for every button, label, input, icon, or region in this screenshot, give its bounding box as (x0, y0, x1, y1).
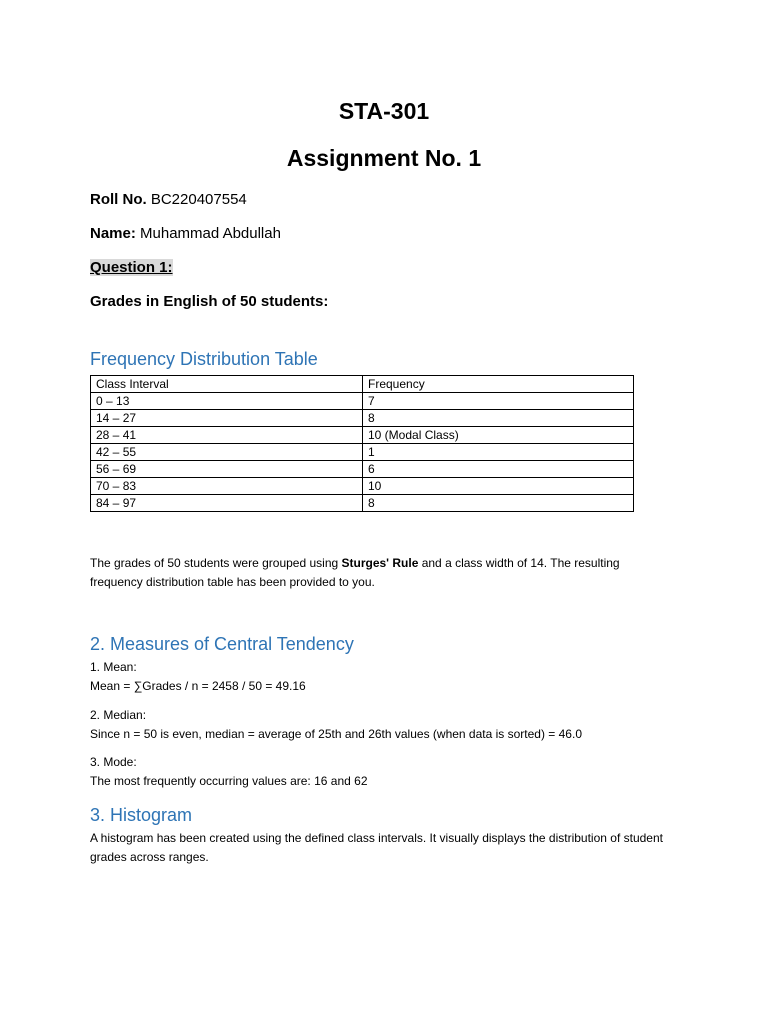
roll-number-value: BC220407554 (150, 191, 247, 208)
table-row (91, 461, 634, 478)
sturges-paragraph (90, 554, 670, 592)
table-cell: 70 – 83 (91, 478, 363, 495)
table-row (91, 478, 634, 495)
student-name-line (90, 224, 281, 244)
mode-equation: The most frequently occurring values are: 16 and 62 (90, 774, 368, 788)
table-cell: 56 – 69 (91, 461, 363, 478)
table-header-cell: Class Interval (91, 376, 363, 393)
table-row (91, 495, 634, 512)
table-cell: 1 (363, 444, 634, 461)
table-cell: 42 – 55 (91, 444, 363, 461)
table-cell: 6 (363, 461, 634, 478)
mode-label: 3. Mode: (90, 755, 137, 769)
sturges-rule-bold: Sturges' Rule (341, 556, 419, 570)
mean-equation: Mean = ∑Grades / n = 2458 / 50 = 49.16 (90, 679, 306, 693)
course-code-title: STA-301 (338, 98, 430, 124)
histogram-paragraph: A histogram has been created using the defined class intervals. It visually displays the distribution of student grades across ranges. (90, 831, 663, 864)
table-cell: 10 (363, 478, 634, 495)
student-name-value: Muhammad Abdullah (140, 225, 281, 242)
assignment-title: Assignment No. 1 (286, 145, 482, 171)
mean-label: 1. Mean: (90, 660, 137, 674)
table-row (91, 427, 634, 444)
histogram-heading: 3. Histogram (90, 805, 193, 825)
table-cell: 8 (363, 410, 634, 427)
student-name-label: Name: (90, 225, 136, 242)
table-cell: 10 (Modal Class) (363, 427, 634, 444)
roll-number-line (90, 190, 247, 210)
grades-heading: Grades in English of 50 students: (90, 293, 329, 310)
table-row (91, 410, 634, 427)
roll-number-label: Roll No. (90, 191, 147, 208)
table-header-row (91, 376, 634, 393)
table-cell: 28 – 41 (91, 427, 363, 444)
median-equation: Since n = 50 is even, median = average of 25th and 26th values (when data is sorted) = 46.0 (90, 727, 582, 741)
table-header-cell: Frequency (363, 376, 634, 393)
table-cell: 8 (363, 495, 634, 512)
median-label: 2. Median: (90, 708, 147, 722)
table-row (91, 393, 634, 410)
question-label: Question 1: (90, 259, 173, 276)
table-cell: 14 – 27 (91, 410, 363, 427)
table-row (91, 444, 634, 461)
question-label-line (90, 258, 173, 278)
table-cell: 84 – 97 (91, 495, 363, 512)
central-tendency-heading: 2. Measures of Central Tendency (90, 634, 354, 654)
sturges-text-pre: The grades of 50 students were grouped using (90, 556, 342, 570)
sturges-text-post: and a class width of 14. The resulting frequency distribution table has been provided to you. (90, 556, 620, 589)
table-cell: 0 – 13 (91, 393, 363, 410)
table-cell: 7 (363, 393, 634, 410)
frequency-table-heading: Frequency Distribution Table (90, 349, 318, 369)
frequency-table (90, 375, 634, 512)
